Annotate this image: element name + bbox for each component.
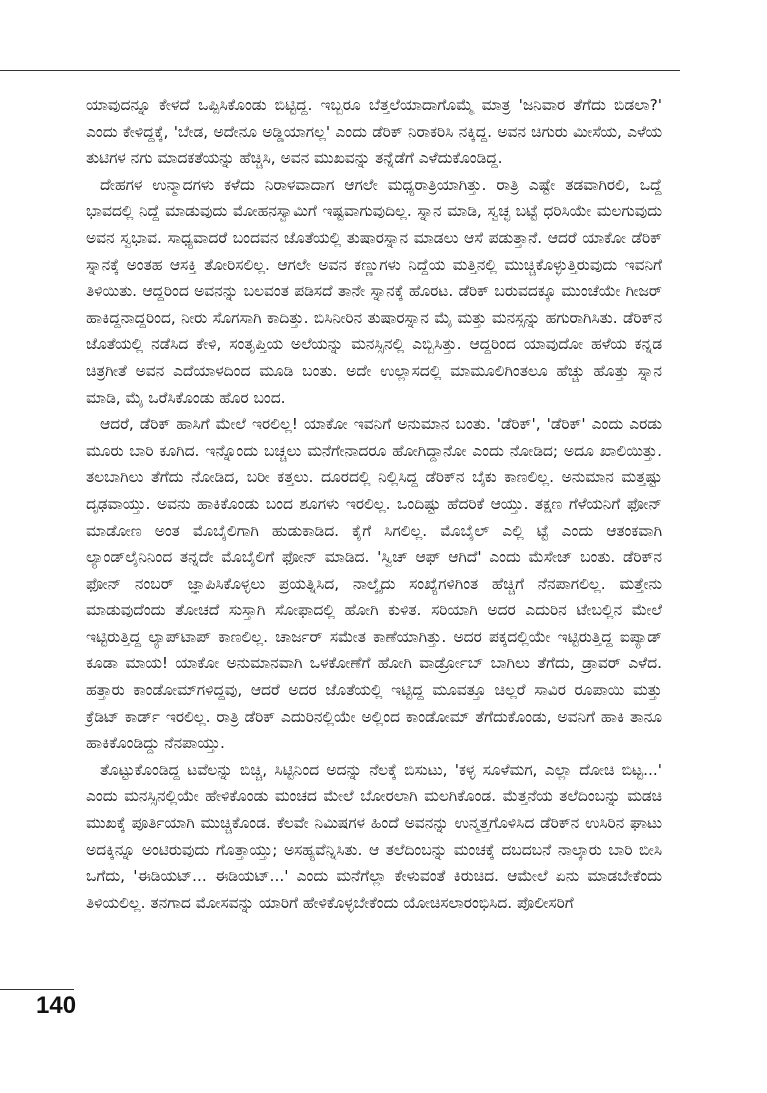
paragraph: ಆದರೆ, ಡೆರಿಕ್ ಹಾಸಿಗೆ ಮೇಲೆ ಇರಲಿಲ್ಲ! ಯಾಕೋ ಇವನಿಗೆ ಅನುಮಾನ ಬಂತು. 'ಡೆರಿಕ್', 'ಡೆರಿಕ್' ಎಂದು ಎರಡು ಮೂರು ಬಾರಿ ಕೂಗಿದ. ಇನ್ನೊಂದು ಬಚ್ಚಲು ಮನೆಗೇನಾದರೂ ಹೋಗಿದ್ದಾನೋ ಎಂದು ನೋಡಿದ; ಅದೂ ಖಾಲಿಯಿತ್ತು. ತಲಬಾಗಿಲು ತೆಗೆದು ನೋಡಿದ, ಬರೀ ಕತ್ತಲು. ದೂರದಲ್ಲಿ ನಿಲ್ಲಿಸಿದ್ದ ಡೆರಿಕ್‌ನ ಬೈಕು ಕಾಣಲಿಲ್ಲ. ಅನುಮಾನ ಮತ್ತಷ್ಟು ದೃಢವಾಯ್ತು. ಅವನು ಹಾಕಿಕೊಂಡು ಬಂದ ಶೂಗಳು ಇರಲಿಲ್ಲ. ಒಂದಿಷ್ಟು ಹೆದರಿಕೆ ಆಯ್ತು. ತಕ್ಷಣ ಗೆಳೆಯನಿಗೆ ಫೋನ್ ಮಾಡೋಣ ಅಂತ ಮೊಬೈಲಿಗಾಗಿ ಹುಡುಕಾಡಿದ. ಕೈಗೆ ಸಿಗಲಿಲ್ಲ. ಮೊಬೈಲ್ ಎಲ್ಲಿ ಟ್ಟೆ ಎಂದು ಆತಂಕವಾಗಿ ಲ್ಯಾಂಡ್‌ಲೈನಿನಿಂದ ತನ್ನದೇ ಮೊಬೈಲಿಗೆ ಫೋನ್ ಮಾಡಿದ. 'ಸ್ವಿಚ್ ಆಫ್ ಆಗಿದೆ' ಎಂದು ಮೆಸೇಜ್ ಬಂತು. ಡೆರಿಕ್‌ನ ಫೋನ್ ನಂಬರ್ ಜ್ಞಾಪಿಸಿಕೊಳ್ಳಲು ಪ್ರಯತ್ನಿಸಿದ, ನಾಲ್ಕೈದು ಸಂಖ್ಯೆಗಳಿಗಿಂತ ಹೆಚ್ಚಿಗೆ ನೆನಪಾಗಲಿಲ್ಲ. ಮತ್ತೇನು ಮಾಡುವುದೆಂದು ತೋಚದೆ ಸುಸ್ತಾಗಿ ಸೋಫಾದಲ್ಲಿ ಹೋಗಿ ಕುಳಿತ. ಸರಿಯಾಗಿ ಅದರ ಎದುರಿನ ಟೇಬಲ್ಲಿನ ಮೇಲೆ ಇಟ್ಟಿರುತ್ತಿದ್ದ ಲ್ಯಾಪ್‌ಟಾಪ್ ಕಾಣಲಿಲ್ಲ. ಚಾರ್ಜರ್ ಸಮೇತ ಕಾಣೆಯಾಗಿತ್ತು. ಅದರ ಪಕ್ಕದಲ್ಲಿಯೇ ಇಟ್ಟಿರುತ್ತಿದ್ದ ಐಪ್ಯಾಡ್ ಕೂಡಾ ಮಾಯ! ಯಾಕೋ ಅನುಮಾನವಾಗಿ ಒಳಕೋಣೆಗೆ ಹೋಗಿ ವಾರ್ಡ್ರೋಬ್ ಬಾಗಿಲು ತೆಗೆದು, ಡ್ರಾವರ್ ಎಳೆದ. ಹತ್ತಾರು ಕಾಂಡೋಮ್‌ಗಳಿದ್ದವು, ಆದರೆ ಅದರ ಜೊತೆಯಲ್ಲಿ ಇಟ್ಟಿದ್ದ ಮೂವತ್ತೂ ಚಿಲ್ಲರೆ ಸಾವಿರ ರೂಪಾಯಿ ಮತ್ತು ಕ್ರೆಡಿಟ್ ಕಾರ್ಡ್ ಇರಲಿಲ್ಲ. ರಾತ್ರಿ ಡೆರಿಕ್ ಎದುರಿನಲ್ಲಿಯೇ ಅಲ್ಲಿಂದ ಕಾಂಡೋಮ್ ತೆಗೆದುಕೊಂಡು, ಅವನಿಗೆ ಹಾಕಿ ತಾನೂ ಹಾಕಿಕೊಂಡಿದ್ದು ನೆನಪಾಯ್ತು.: [86, 415, 662, 753]
paragraph: ದೇಹಗಳ ಉನ್ಮಾದಗಳು ಕಳೆದು ನಿರಾಳವಾದಾಗ ಆಗಲೇ ಮಧ್ಯರಾತ್ರಿಯಾಗಿತ್ತು. ರಾತ್ರಿ ಎಷ್ಟೇ ತಡವಾಗಿರಲಿ, ಒದ್ದೆ ಭಾವದಲ್ಲಿ ನಿದ್ದೆ ಮಾಡುವುದು ಮೋಹನಸ್ವಾಮಿಗೆ ಇಷ್ಟವಾಗುವುದಿಲ್ಲ. ಸ್ನಾನ ಮಾಡಿ, ಸ್ವಚ್ಛ ಬಟ್ಟೆ ಧರಿಸಿಯೇ ಮಲಗುವುದು ಅವನ ಸ್ವಭಾವ. ಸಾಧ್ಯವಾದರೆ ಬಂದವನ ಜೊತೆಯಲ್ಲಿ ತುಷಾರಸ್ನಾನ ಮಾಡಲು ಆಸೆ ಪಡುತ್ತಾನೆ. ಆದರೆ ಯಾಕೋ ಡೆರಿಕ್ ಸ್ನಾನಕ್ಕೆ ಅಂತಹ ಆಸಕ್ತಿ ತೋರಿಸಲಿಲ್ಲ. ಆಗಲೇ ಅವನ ಕಣ್ಣುಗಳು ನಿದ್ದೆಯ ಮತ್ತಿನಲ್ಲಿ ಮುಚ್ಚಿಕೊಳ್ಳುತ್ತಿರುವುದು ಇವನಿಗೆ ತಿಳಿಯಿತು. ಆದ್ದರಿಂದ ಅವನನ್ನು ಬಲವಂತ ಪಡಿಸದೆ ತಾನೇ ಸ್ನಾನಕ್ಕೆ ಹೊರಟ. ಡೆರಿಕ್ ಬರುವದಕ್ಕೂ ಮುಂಚೆಯೇ ಗೀಜರ್ ಹಾಕಿದ್ದನಾದ್ದರಿಂದ, ನೀರು ಸೊಗಸಾಗಿ ಕಾದಿತ್ತು. ಬಿಸಿನೀರಿನ ತುಷಾರಸ್ನಾನ ಮೈ ಮತ್ತು ಮನಸ್ಸನ್ನು ಹಗುರಾಗಿಸಿತು. ಡೆರಿಕ್‌ನ ಜೊತೆಯಲ್ಲಿ ನಡೆಸಿದ ಕೇಳಿ, ಸಂತೃಪ್ತಿಯ ಅಲೆಯನ್ನು ಮನಸ್ಸಿನಲ್ಲಿ ಎಬ್ಬಿಸಿತ್ತು. ಆದ್ದರಿಂದ ಯಾವುದೋ ಹಳೆಯ ಕನ್ನಡ ಚಿತ್ರಗೀತೆ ಅವನ ಎದೆಯಾಳದಿಂದ ಮೂಡಿ ಬಂತು. ಅದೇ ಉಲ್ಲಾಸದಲ್ಲಿ ಮಾಮೂಲಿಗಿಂತಲೂ ಹೆಚ್ಚು ಹೊತ್ತು ಸ್ನಾನ ಮಾಡಿ, ಮೈ ಒರೆಸಿಕೊಂಡು ಹೊರ ಬಂದ.: [86, 175, 662, 407]
paragraph-continued: ಯಾವುದನ್ನೂ ಕೇಳದೆ ಒಪ್ಪಿಸಿಕೊಂಡು ಬಿಟ್ಟಿದ್ದ. ಇಬ್ಬರೂ ಬೆತ್ತಲೆಯಾದಾಗೊಮ್ಮೆ ಮಾತ್ರ 'ಜನಿವಾರ ತೆಗೆದು ಬಿಡಲಾ?' ಎಂದು ಕೇಳಿದ್ದಕ್ಕೆ, 'ಬೇಡ, ಅದೇನೂ ಅಡ್ಡಿಯಾಗಲ್ಲ' ಎಂದು ಡೆರಿಕ್ ನಿರಾಕರಿಸಿ ನಕ್ಕಿದ್ದ. ಅವನ ಚಿಗುರು ಮೀಸೆಯ, ಎಳೆಯ ತುಟಿಗಳ ನಗು ಮಾದಕತೆಯನ್ನು ಹೆಚ್ಚಿಸಿ, ಅವನ ಮುಖವನ್ನು ತನ್ನೆಡೆಗೆ ಎಳೆದುಕೊಂಡಿದ್ದ.: [86, 96, 662, 168]
header-rule: [0, 70, 680, 71]
paragraph: ತೊಟ್ಟುಕೊಂಡಿದ್ದ ಟವೆಲನ್ನು ಬಿಚ್ಚಿ, ಸಿಟ್ಟಿನಿಂದ ಅದನ್ನು ನೆಲಕ್ಕೆ ಬಿಸುಟು, 'ಕಳ್ಳ ಸೂಳೆಮಗ, ಎಲ್ಲಾ ದೋಚಿ ಬಿಟ್ಟ...' ಎಂದು ಮನಸ್ಸಿನಲ್ಲಿಯೇ ಹೇಳಿಕೊಂಡು ಮಂಚದ ಮೇಲೆ ಬೋರಲಾಗಿ ಮಲಗಿಕೊಂಡ. ಮೆತ್ತನೆಯ ತಲೆದಿಂಬನ್ನು ಮಡಚಿ ಮುಖಕ್ಕೆ ಪೂರ್ತಿಯಾಗಿ ಮುಚ್ಚಿಕೊಂಡ. ಕೆಲವೇ ನಿಮಿಷಗಳ ಹಿಂದೆ ಅವನನ್ನು ಉನ್ಮತ್ತಗೊಳಿಸಿದ ಡೆರಿಕ್‌ನ ಉಸಿರಿನ ಘಾಟು ಅದಕ್ಕಿನ್ನೂ ಅಂಟಿರುವುದು ಗೊತ್ತಾಯ್ತು; ಅಸಹ್ಯವೆನ್ನಿಸಿತು. ಆ ತಲೆದಿಂಬನ್ನು ಮಂಚಕ್ಕೆ ದಬದಬನೆ ನಾಲ್ಕಾರು ಬಾರಿ ಬೀಸಿ ಒಗೆದು, 'ಈಡಿಯಟ್... ಈಡಿಯಟ್...' ಎಂದು ಮನೆಗೆಲ್ಲಾ ಕೇಳುವಂತೆ ಕಿರುಚಿದ. ಆಮೇಲೆ ಏನು ಮಾಡಬೇಕೆಂದು ತಿಳಿಯಲಿಲ್ಲ. ತನಗಾದ ಮೋಸವನ್ನು ಯಾರಿಗೆ ಹೇಳಿಕೊಳ್ಳಬೇಕೆಂದು ಯೋಚಿಸಲಾರಂಭಿಸಿದ. ಪೊಲೀಸರಿಗೆ: [86, 760, 662, 912]
footer-rule: [0, 989, 74, 990]
page-body: [86, 92, 662, 916]
page-number: 140: [36, 992, 77, 1019]
